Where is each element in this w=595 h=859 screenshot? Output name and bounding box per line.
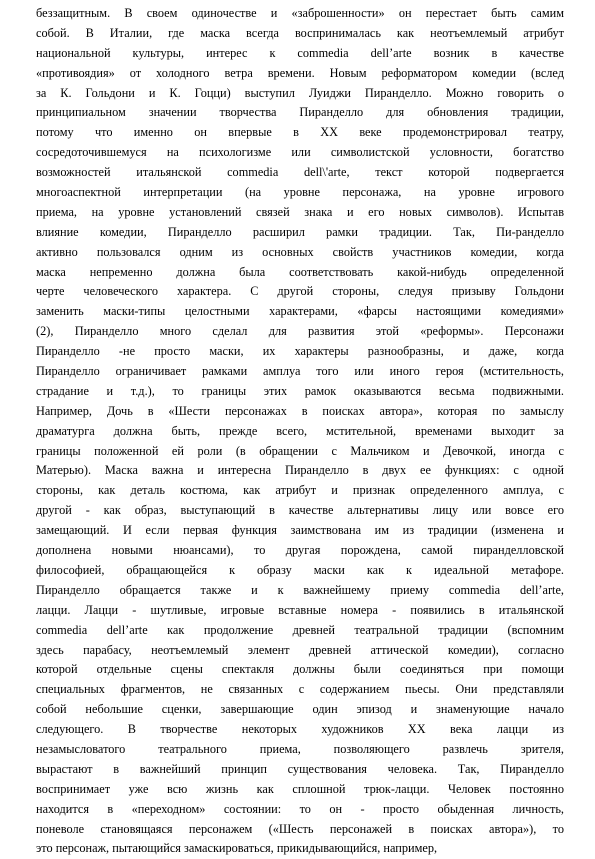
text-line: специальных фрагментов, не связанных с содержанием пьесы. Они представляли	[36, 682, 564, 697]
text-line: маска непременно должна была соответствовать какой-нибудь определенной	[36, 264, 564, 279]
text-line: черте человеческого характера. С другой стороны, следуя призыву Гольдони	[36, 284, 564, 299]
text-line: Матерью). Маска важна и интересна Пиранделло в двух ее функциях: с одной	[36, 463, 564, 478]
text-line: сосредоточившемуся на психологизме или символистской условности, богатство	[36, 145, 564, 160]
text-line: это персонаж, пытающийся замаскироваться, прикидывающийся, например,	[36, 841, 438, 856]
text-line: незамысловатого театрального приема, позволяющего развлечь зрителя,	[36, 741, 564, 756]
text-line: стороны, как деталь костюма, как атрибут и признак определенного амплуа, с	[36, 483, 564, 498]
text-line: Например, Дочь в «Шести персонажах в поисках автора», которая по замыслу	[36, 403, 564, 418]
text-line: границы положенной ей роли (в обращении с Мальчиком и Девочкой, иногда с	[36, 443, 564, 458]
text-line: которой отдельные сцены спектакля должны были соединяться при помощи	[36, 662, 564, 677]
text-line: (2), Пиранделло много сделал для развития этой «реформы». Персонажи	[36, 324, 564, 339]
text-line: воспринимает уже всю жизнь как сплошной трюк-лацци. Человек постоянно	[36, 781, 564, 796]
text-line: следующего. В творчестве некоторых художников XX века лацци из	[36, 722, 564, 737]
text-line: драматурга должна быть, прежде всего, мстительной, временами выходит за	[36, 423, 564, 438]
text-line: философией, обращающейся к образу маски как к идеальной метафоре.	[36, 562, 564, 577]
document-body	[36, 4, 564, 859]
text-line: вырастают в важнейший принцип существования человека. Так, Пиранделло	[36, 761, 564, 776]
text-line: многоаспектной интерпретации (на уровне персонажа, на уровне игрового	[36, 185, 564, 200]
text-line: другой - как образ, выступающий в качестве альтернативы лицу или вовсе его	[36, 503, 564, 518]
text-line: находится в «переходном» состоянии: то он - просто обыденная личность,	[36, 801, 564, 816]
text-line: беззащитным. В своем одиночестве и «заброшенности» он перестает быть самим	[36, 6, 564, 20]
text-line: Пиранделло обращается также и к важнейшему приему commedia dell’arte,	[36, 582, 564, 597]
text-line: Пиранделло -не просто маски, их характеры разнообразны, и даже, когда	[36, 344, 564, 359]
text-line: здесь парабасу, неотъемлемый элемент древней аттической комедии), согласно	[36, 642, 564, 657]
text-line: commedia dell’arte как продолжение древней театральной традиции (вспомним	[36, 622, 564, 637]
text-line: приема, на уровне установлений связей знака и его новых символов). Испытав	[36, 204, 564, 219]
text-line: лацци. Лацци - шутливые, игровые вставные номера - появились в итальянской	[36, 602, 564, 617]
text-line: активно пользовался одним из основных свойств участников комедии, когда	[36, 244, 564, 259]
text-line: влияние комедии, Пиранделло расширил рамки традиции. Так, Пи-ранделло	[36, 224, 564, 239]
text-line: Пиранделло ограничивает рамками амплуа того или иного героя (мстительность,	[36, 364, 564, 379]
text-line: за К. Гольдони и К. Гоцци) выступил Луиджи Пиранделло. Можно говорить о	[36, 85, 564, 100]
text-line: замещающий. И если первая функция заимствована им из традиции (изменена и	[36, 523, 564, 538]
text-line: заменить маски-типы целостными характерами, «фарсы настоящими комедиями»	[36, 304, 564, 319]
text-line: потому что именно он впервые в XX веке продемонстрировал театру,	[36, 125, 564, 140]
text-line: собой небольшие сценки, завершающие один эпизод и знаменующие начало	[36, 702, 564, 717]
text-line: страдание и т.д.), то границы этих рамок оказываются весьма подвижными.	[36, 383, 564, 398]
text-line: дополнена новыми нюансами), то другая порождена, самой пиранделловской	[36, 543, 564, 558]
text-line: поневоле становящаяся персонажем («Шесть персонажей в поисках автора»), то	[36, 821, 564, 836]
text-line: принципиальном значении творчества Пиранделло для обновления традиции,	[36, 105, 564, 120]
text-line: возможностей итальянской commedia dell\'arte, текст которой подвергается	[36, 165, 564, 180]
text-line: «противоядия» от холодного ветра времени. Новым реформатором комедии (вслед	[36, 65, 564, 80]
text-line: собой. В Италии, где маска всегда воспринималась как неотъемлемый атрибут	[36, 25, 564, 40]
text-line: национальной культуры, интерес к commedia dell’arte возник в качестве	[36, 45, 564, 60]
